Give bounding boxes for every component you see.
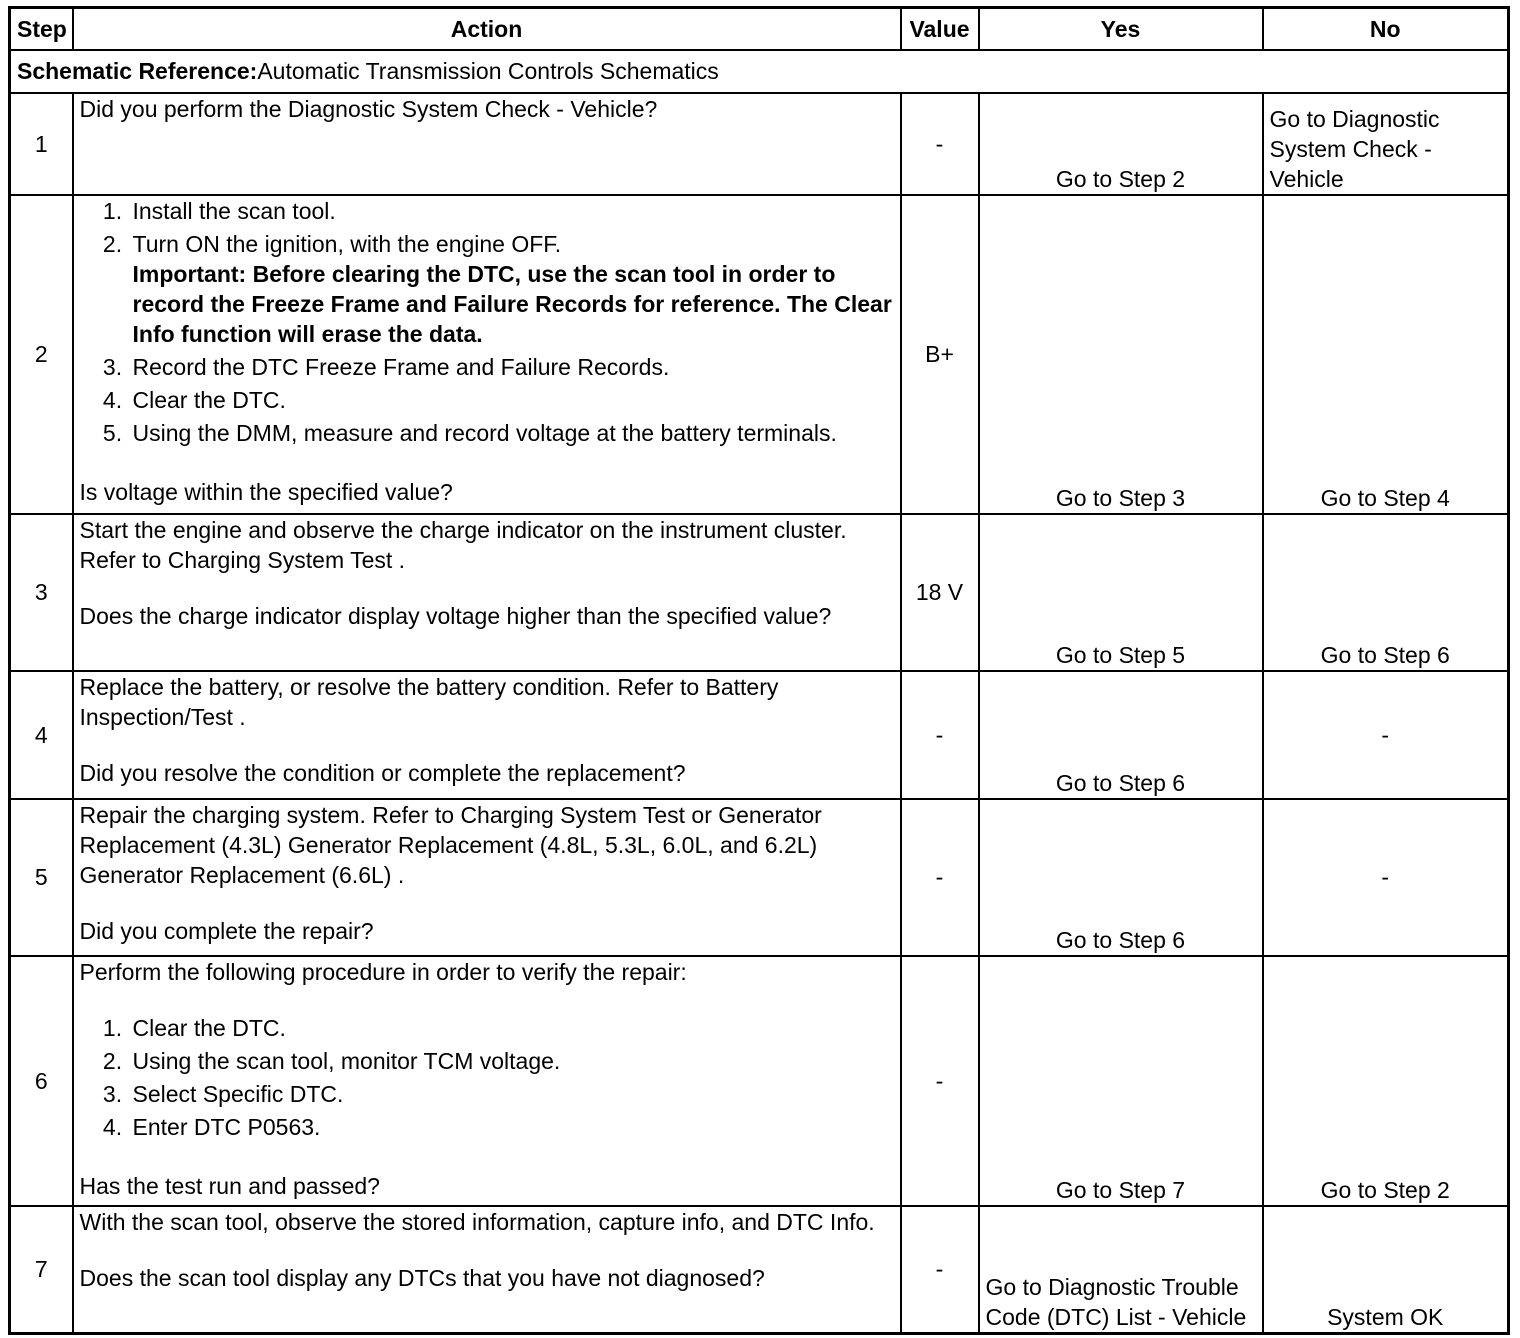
table-row [10, 956, 1509, 1206]
table-row [10, 514, 1509, 671]
step-number: 3 [10, 514, 73, 671]
schematic-label: Schematic Reference: [17, 58, 258, 84]
step-number: 1 [10, 93, 73, 195]
action-text: Replace the battery, or resolve the battery condition. Refer to Battery Inspection/Test . [79, 673, 779, 730]
action-text: Did you perform the Diagnostic System Check - Vehicle? [79, 95, 658, 122]
header-value: Value [901, 8, 979, 50]
list-item: 2. Using the scan tool, monitor TCM voltage. [129, 1046, 894, 1076]
procedure-list [80, 196, 894, 448]
step-number: 4 [10, 671, 73, 799]
action-text: Repair the charging system. Refer to Charging System Test or Generator Replacement (4.3L) Generator Replacement (4.8L, 5.3L, 6.0L, and 6.2L) Generator Replacement (6.6L) . [79, 801, 822, 888]
schematic-row [10, 50, 1509, 93]
diagnostic-table [8, 6, 1510, 1335]
header-row [10, 8, 1509, 50]
list-item-text: 2. Turn ON the ignition, with the engine OFF. [132, 230, 562, 257]
action-question: Does the scan tool display any DTCs that you have not diagnosed? [79, 1264, 765, 1291]
list-item [129, 229, 894, 349]
value-cell: - [901, 799, 979, 956]
action-question: Is voltage within the specified value? [79, 478, 453, 505]
yes-link[interactable]: Go to Step 6 [979, 799, 1263, 956]
list-item: 1. Clear the DTC. [129, 1013, 894, 1043]
value-cell: 18 V [901, 514, 979, 671]
action-cell [73, 956, 901, 1206]
action-cell [73, 514, 901, 671]
important-label: Important: [132, 260, 247, 287]
diagnostic-page [8, 6, 1507, 1332]
no-link[interactable]: Go to Step 6 [1263, 514, 1509, 671]
action-question: Does the charge indicator display voltage higher than the specified value? [79, 602, 832, 629]
value-cell: - [901, 1206, 979, 1334]
value-cell: B+ [901, 195, 979, 514]
action-cell [73, 799, 901, 956]
table-row [10, 799, 1509, 956]
important-note [133, 259, 894, 349]
yes-link[interactable]: Go to Diagnostic Trouble Code (DTC) List - Vehicle [979, 1206, 1263, 1334]
table-row [10, 671, 1509, 799]
header-action: Action [73, 8, 901, 50]
action-text: Perform the following procedure in order to verify the repair: [79, 958, 687, 985]
list-item: 5. Using the DMM, measure and record voltage at the battery terminals. [129, 418, 894, 448]
no-link[interactable]: Go to Step 2 [1263, 956, 1509, 1206]
header-step: Step [10, 8, 73, 50]
schematic-link[interactable]: Automatic Transmission Controls Schematics [257, 58, 719, 84]
no-value: - [1263, 671, 1509, 799]
schematic-reference [10, 50, 1509, 93]
yes-link[interactable]: Go to Step 3 [979, 195, 1263, 514]
action-text: Start the engine and observe the charge indicator on the instrument cluster. Refer to Charging System Test . [79, 516, 847, 573]
action-question: Did you resolve the condition or complete the replacement? [79, 759, 686, 786]
list-item: 4. Clear the DTC. [129, 385, 894, 415]
yes-link[interactable]: Go to Step 2 [979, 93, 1263, 195]
list-item: 1. Install the scan tool. [129, 196, 894, 226]
step-number: 7 [10, 1206, 73, 1334]
action-cell [73, 1206, 901, 1334]
header-no: No [1263, 8, 1509, 50]
action-text: With the scan tool, observe the stored information, capture info, and DTC Info. [79, 1208, 875, 1235]
value-cell: - [901, 671, 979, 799]
yes-link[interactable]: Go to Step 6 [979, 671, 1263, 799]
action-question: Has the test run and passed? [79, 1172, 380, 1199]
step-number: 2 [10, 195, 73, 514]
list-item: 4. Enter DTC P0563. [129, 1112, 894, 1142]
list-item: 3. Record the DTC Freeze Frame and Failure Records. [129, 352, 894, 382]
yes-link[interactable]: Go to Step 7 [979, 956, 1263, 1206]
action-cell [73, 195, 901, 514]
table-row [10, 195, 1509, 514]
important-text: Before clearing the DTC, use the scan tool in order to record the Freeze Frame and Failure Records for reference. The Clear Info function will erase the data. [132, 260, 892, 347]
value-cell: - [901, 956, 979, 1206]
table-row [10, 93, 1509, 195]
no-value: System OK [1263, 1206, 1509, 1334]
table-row [10, 1206, 1509, 1334]
value-cell: - [901, 93, 979, 195]
no-link[interactable]: Go to Step 4 [1263, 195, 1509, 514]
header-yes: Yes [979, 8, 1263, 50]
yes-link[interactable]: Go to Step 5 [979, 514, 1263, 671]
action-cell [73, 671, 901, 799]
list-item: 3. Select Specific DTC. [129, 1079, 894, 1109]
action-question: Did you complete the repair? [79, 917, 374, 944]
no-value: - [1263, 799, 1509, 956]
no-link[interactable]: Go to Diagnostic System Check - Vehicle [1263, 93, 1509, 195]
step-number: 6 [10, 956, 73, 1206]
procedure-list [80, 1013, 894, 1142]
step-number: 5 [10, 799, 73, 956]
action-cell [73, 93, 901, 195]
